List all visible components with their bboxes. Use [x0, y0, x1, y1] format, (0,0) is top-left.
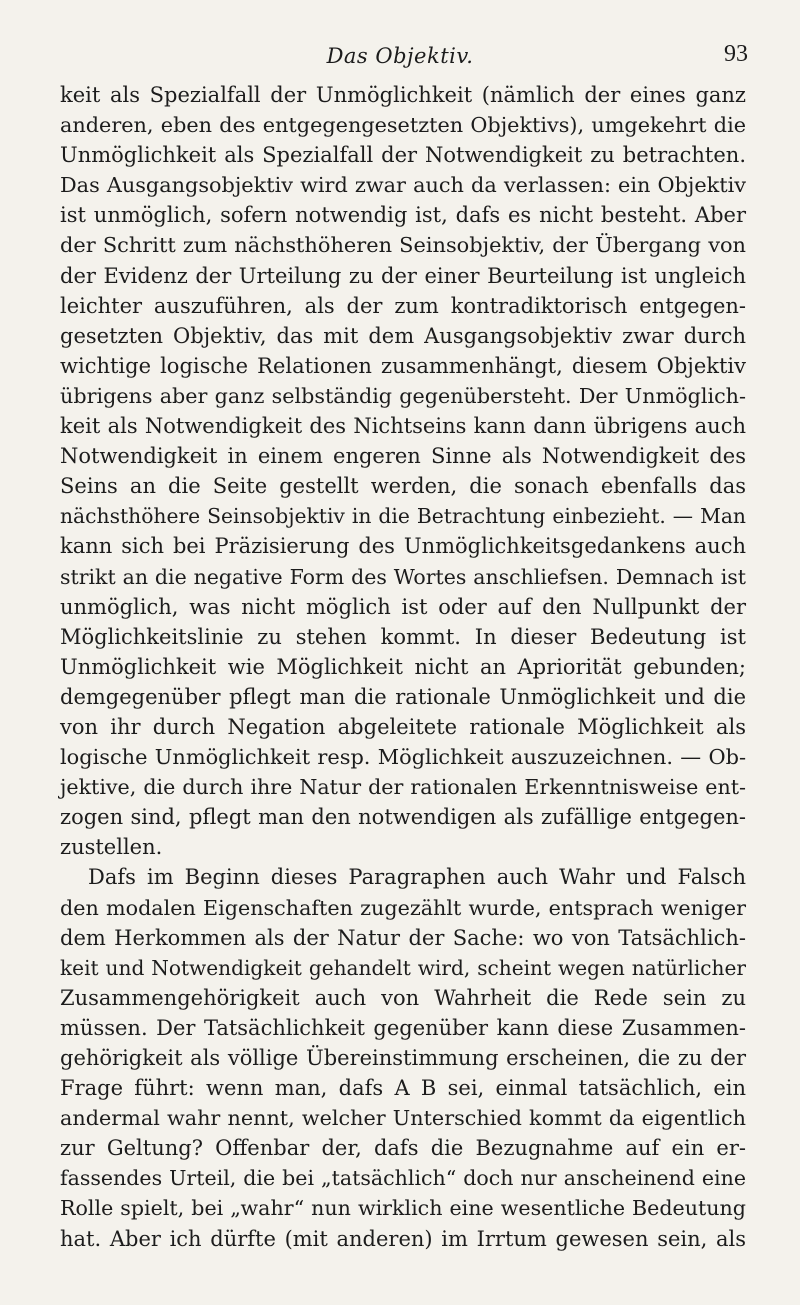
text-line: müssen. Der Tatsächlichkeit gegenüber kann diese Zusammen- — [60, 1015, 746, 1040]
text-line: den modalen Eigenschaften zugezählt wurde, entsprach weniger — [60, 895, 746, 920]
text-line: andermal wahr nennt, welcher Unterschied kommt da eigentlich — [60, 1106, 746, 1131]
text-line: Rolle spielt, bei „wahr“ nun wirklich eine wesentliche Bedeutung — [60, 1196, 746, 1221]
paragraph-2 — [60, 862, 746, 1253]
paragraph-1 — [60, 80, 746, 862]
text-line: zogen sind, pflegt man den notwendigen als zufällige entgegen- — [60, 805, 746, 830]
text-line: wichtige logische Relationen zusammenhängt, diesem Objektiv — [60, 353, 746, 378]
text-line: gesetzten Objektiv, das mit dem Ausgangsobjektiv zwar durch — [60, 323, 746, 348]
page-number: 93 — [724, 41, 748, 67]
text-line: anderen, eben des entgegengesetzten Objektivs), umgekehrt die — [60, 113, 746, 138]
text-line: Seins an die Seite gestellt werden, die sonach ebenfalls das — [60, 474, 746, 499]
text-line: zustellen. — [60, 835, 163, 860]
text-line: keit und Notwendigkeit gehandelt wird, scheint wegen natürlicher — [60, 955, 746, 980]
text-line: hat. Aber ich dürfte (mit anderen) im Irrtum gewesen sein, als — [60, 1226, 746, 1251]
text-line: Zusammengehörigkeit auch von Wahrheit die Rede sein zu — [60, 985, 746, 1010]
text-line: strikt an die negative Form des Wortes anschliefsen. Demnach ist — [60, 564, 746, 589]
text-line: der Evidenz der Urteilung zu der einer Beurteilung ist ungleich — [60, 263, 746, 288]
body-text — [60, 80, 746, 1254]
text-line: der Schritt zum nächsthöheren Seinsobjektiv, der Übergang von — [60, 233, 746, 258]
text-line: demgegenüber pflegt man die rationale Unmöglichkeit und die — [60, 684, 746, 709]
text-line: übrigens aber ganz selbständig gegenübersteht. Der Unmöglich- — [60, 383, 746, 408]
text-line: gehörigkeit als völlige Übereinstimmung erscheinen, die zu der — [60, 1046, 746, 1070]
text-line: jektive, die durch ihre Natur der rationalen Erkenntnisweise ent- — [60, 775, 746, 800]
text-line: unmöglich, was nicht möglich ist oder auf den Nullpunkt der — [60, 594, 746, 619]
text-line: nächsthöhere Seinsobjektiv in die Betrachtung einbezieht. — Man — [60, 504, 746, 529]
text-line: Unmöglichkeit wie Möglichkeit nicht an Apriorität gebunden; — [60, 654, 746, 679]
text-line: ist unmöglich, sofern notwendig ist, dafs es nicht besteht. Aber — [60, 203, 746, 228]
text-line: Unmöglichkeit als Spezialfall der Notwendigkeit zu betrachten. — [60, 143, 746, 168]
text-line: leichter auszuführen, als der zum kontradiktorisch entgegen- — [60, 293, 746, 318]
text-line: Das Ausgangsobjektiv wird zwar auch da verlassen: ein Objektiv — [60, 173, 746, 198]
text-line: von ihr durch Negation abgeleitete rationale Möglichkeit als — [60, 714, 746, 739]
text-line: zur Geltung? Offenbar der, dafs die Bezugnahme auf ein er- — [60, 1136, 746, 1161]
running-title: Das Objektiv. — [326, 44, 474, 68]
text-line: Frage führt: wenn man, dafs A B sei, einmal tatsächlich, ein — [60, 1076, 746, 1101]
text-line: Notwendigkeit in einem engeren Sinne als Notwendigkeit des — [60, 444, 746, 469]
text-line: dem Herkommen als der Natur der Sache: wo von Tatsächlich- — [60, 925, 746, 950]
text-line: keit als Spezialfall der Unmöglichkeit (nämlich der eines ganz — [60, 83, 746, 107]
text-line: Möglichkeitslinie zu stehen kommt. In dieser Bedeutung ist — [60, 624, 746, 649]
text-line: fassendes Urteil, die bei „tatsächlich“ doch nur anscheinend eine — [60, 1166, 746, 1191]
text-line: logische Unmöglichkeit resp. Möglichkeit auszuzeichnen. — Ob- — [60, 745, 746, 770]
text-line: Dafs im Beginn dieses Paragraphen auch Wahr und Falsch — [88, 865, 746, 890]
text-line: keit als Notwendigkeit des Nichtseins kann dann übrigens auch — [60, 414, 746, 439]
text-line: kann sich bei Präzisierung des Unmöglichkeitsgedankens auch — [60, 534, 746, 559]
